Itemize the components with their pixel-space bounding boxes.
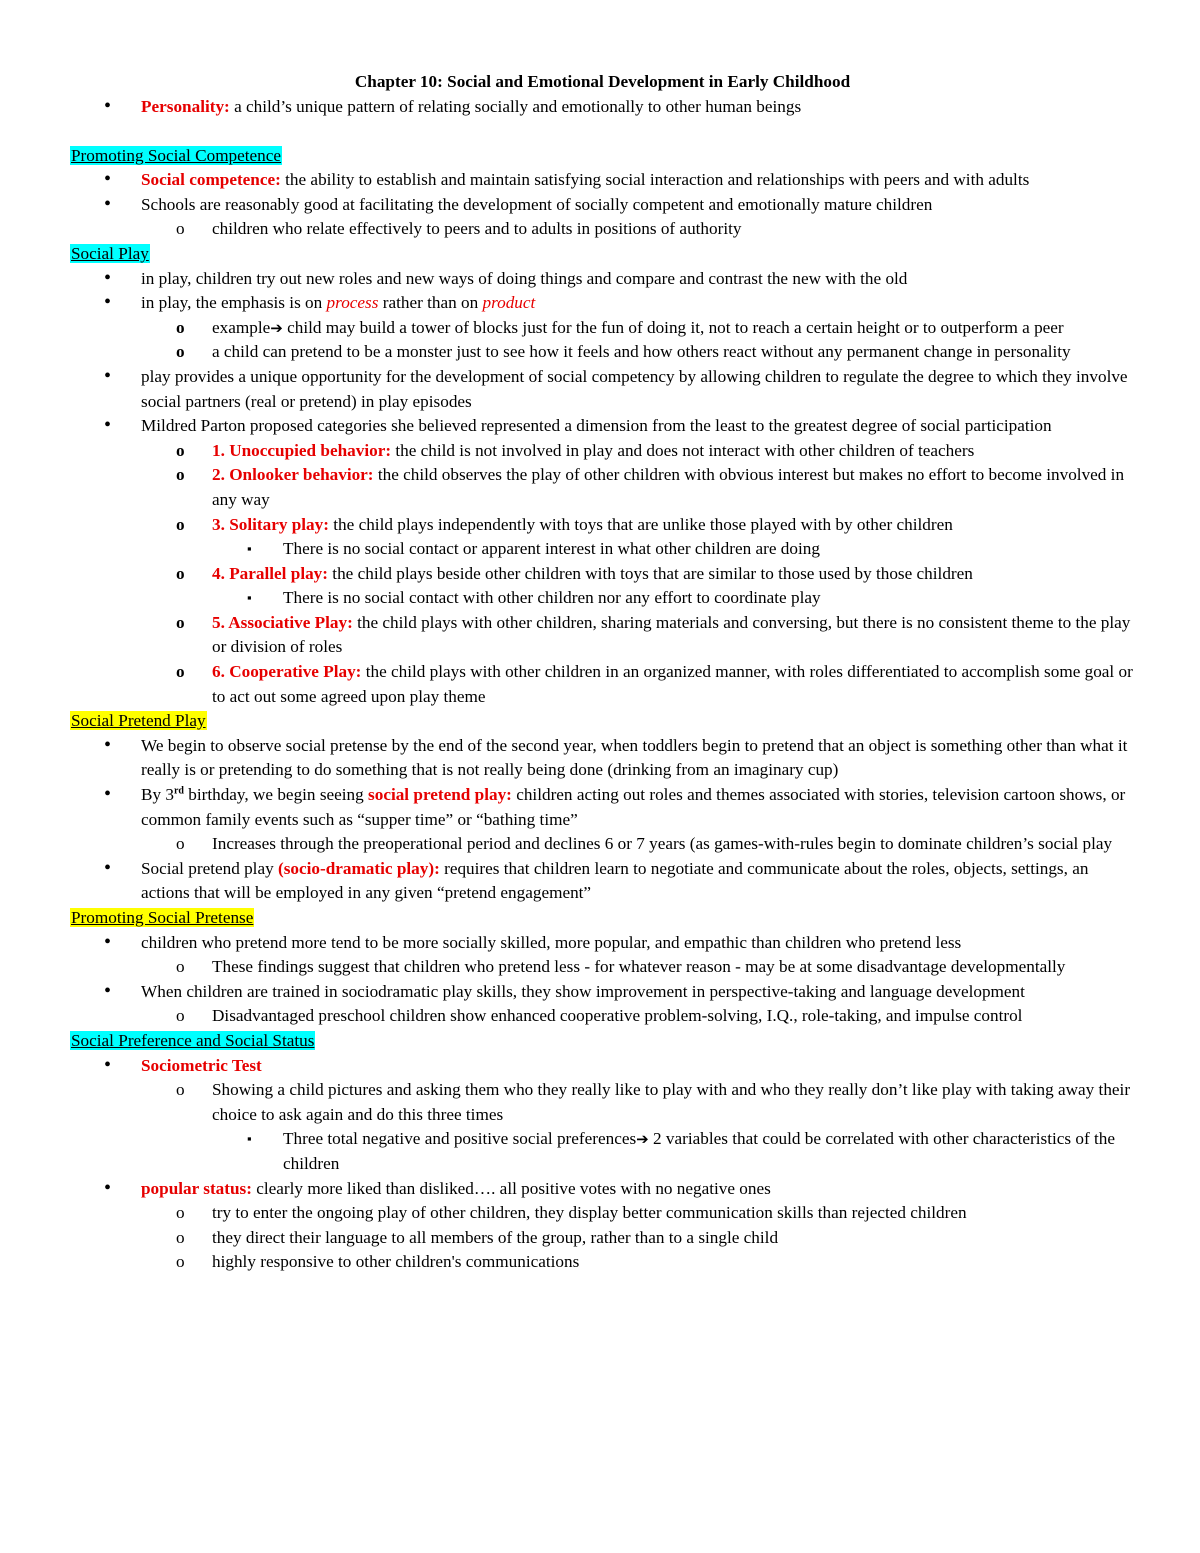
sub-bullet-text: children who relate effectively to peers and to adults in positions of authority [212, 219, 742, 239]
list-item [70, 95, 1135, 120]
term-parallel-play: 4. Parallel play: [212, 563, 328, 583]
term-socio-dramatic-play: (socio-dramatic play): [277, 858, 440, 878]
bullet-icon: • [104, 414, 112, 437]
bullet-text: rather than on [378, 293, 483, 313]
list-item [70, 980, 1135, 1005]
sub-bullet-text: a child can pretend to be a monster just to see how it feels and how others react without any permanent change in personality [212, 342, 1071, 362]
sub-sub-bullet-text: 2 variables that could be correlated with other characteristics of the children [283, 1129, 1115, 1173]
bullet-icon: • [104, 930, 112, 953]
square-bullet-icon: ▪ [247, 541, 252, 557]
sub-list-item [70, 463, 1135, 512]
blank-line [70, 120, 1135, 144]
list-item [70, 857, 1135, 906]
sub-bullet-text: These findings suggest that children who pretend less - for whatever reason - may be at some disadvantage developmentally [212, 957, 1066, 977]
sub-list-item [70, 1250, 1135, 1275]
bullet-icon: • [104, 168, 112, 191]
sub-list-item [70, 340, 1135, 365]
definition-text: clearly more liked than disliked…. all positive votes with no negative ones [251, 1178, 771, 1198]
bullet-icon: • [104, 733, 112, 756]
list-item [70, 414, 1135, 439]
bullet-text: Mildred Parton proposed categories she believed represented a dimension from the least to the greatest degree of social participation [141, 416, 1052, 436]
circle-bullet-icon: o [176, 440, 185, 460]
definition-text: the child plays with other children, sharing materials and conversing, but there is no consistent theme to the play or division of roles [212, 612, 1131, 657]
term-sociometric-test: Sociometric Test [141, 1055, 262, 1075]
bullet-icon: • [104, 95, 112, 117]
ordinal-superscript: rd [173, 785, 184, 797]
circle-bullet-icon: o [176, 219, 185, 239]
square-bullet-icon: ▪ [247, 590, 252, 606]
term-social-competence: Social competence: [141, 170, 281, 190]
section-heading-promoting-social-pretense: Promoting Social Pretense [71, 908, 254, 927]
bullet-text: When children are trained in sociodramatic play skills, they show improvement in perspective-taking and language development [141, 981, 1025, 1001]
bullet-icon: • [104, 266, 112, 289]
bullet-text: We begin to observe social pretense by the end of the second year, when toddlers begin to pretend that an object is something other than what it really is or pretending to do something that is not really being done (drinking from an imaginary cup) [141, 735, 1128, 780]
sub-list-item [70, 1201, 1135, 1226]
sub-list-item [70, 955, 1135, 980]
definition-text: the child plays independently with toys that are unlike those played with by other children [328, 514, 953, 534]
term-cooperative-play: 6. Cooperative Play: [212, 662, 362, 682]
section-heading-social-pretend-play: Social Pretend Play [71, 711, 206, 731]
bullet-text: in play, children try out new roles and new ways of doing things and compare and contrast the new with the old [141, 268, 908, 288]
circle-bullet-icon: o [176, 317, 185, 337]
list-item [70, 193, 1135, 218]
definition-text: the child plays with other children in an organized manner, with roles differentiated to accomplish some goal or to act out some agreed upon play theme [212, 662, 1133, 706]
circle-bullet-icon: o [176, 514, 185, 534]
sub-list-item [70, 660, 1135, 709]
sub-bullet-text: Showing a child pictures and asking them who they really like to play with and who they really don’t like play with taking away their choice to ask again and do this three times [212, 1080, 1131, 1124]
circle-bullet-icon: o [176, 1203, 185, 1223]
sub-bullet-text: try to enter the ongoing play of other children, they display better communication skills than rejected children [212, 1203, 967, 1223]
circle-bullet-icon: o [176, 834, 185, 854]
sub-bullet-text: they direct their language to all members of the group, rather than to a single child [212, 1227, 779, 1247]
circle-bullet-icon: o [176, 662, 185, 682]
circle-bullet-icon: o [176, 1080, 185, 1100]
sub-list-item [70, 513, 1135, 538]
page-title: Chapter 10: Social and Emotional Development in Early Childhood [354, 72, 851, 91]
emphasis-product: product [482, 293, 536, 313]
sub-bullet-text: example [212, 317, 271, 337]
sub-sub-list-item [70, 537, 1135, 562]
circle-bullet-icon: o [176, 342, 185, 362]
section-heading-social-preference: Social Preference and Social Status [71, 1030, 315, 1050]
sub-bullet-text: child may build a tower of blocks just for the fun of doing it, not to reach a certain height or to outperform a peer [282, 317, 1064, 337]
circle-bullet-icon: o [176, 957, 185, 977]
bullet-text: requires that children learn to negotiate and communicate about the roles, objects, settings, an actions that will be employed in any given “pretend engagement” [141, 858, 1089, 903]
circle-bullet-icon: o [176, 1227, 185, 1247]
bullet-text: Social pretend play [141, 858, 278, 878]
list-item [70, 267, 1135, 292]
bullet-icon: • [104, 979, 112, 1002]
bullet-icon: • [104, 783, 112, 806]
sub-list-item [70, 562, 1135, 587]
sub-list-item [70, 316, 1135, 341]
list-item [70, 291, 1135, 316]
bullet-text: Schools are reasonably good at facilitating the development of socially competent and emotionally mature children [141, 194, 933, 214]
sub-bullet-text: Increases through the preoperational period and declines 6 or 7 years (as games-with-rules begin to dominate children’s social play [212, 834, 1113, 854]
sub-sub-bullet-text: There is no social contact with other children nor any effort to coordinate play [283, 588, 821, 608]
sub-list-item [70, 1226, 1135, 1251]
sub-list-item [70, 439, 1135, 464]
bullet-text: By 3 [141, 785, 174, 805]
circle-bullet-icon: o [176, 1006, 185, 1026]
list-item [70, 734, 1135, 783]
bullet-text: children acting out roles and themes associated with stories, television cartoon shows, or common family events such as “supper time” or “bathing time” [141, 785, 1126, 829]
section-heading-social-play: Social Play [71, 243, 149, 263]
definition-text: the child plays beside other children with toys that are similar to those used by those children [328, 563, 973, 583]
sub-list-item [70, 217, 1135, 242]
term-popular-status: popular status: [141, 1178, 252, 1198]
bullet-icon: • [104, 1176, 112, 1199]
sub-list-item [70, 1004, 1135, 1029]
sub-sub-bullet-text: There is no social contact or apparent interest in what other children are doing [283, 539, 820, 559]
bullet-text: in play, the emphasis is on [141, 293, 327, 313]
bullet-icon: • [104, 364, 112, 387]
term-social-pretend-play: social pretend play: [368, 785, 512, 805]
bullet-icon: • [104, 291, 112, 314]
square-bullet-icon: ▪ [247, 1131, 252, 1147]
sub-bullet-text: highly responsive to other children's communications [212, 1252, 580, 1272]
definition-text: a child’s unique pattern of relating socially and emotionally to other human beings [229, 97, 802, 116]
list-item [70, 1177, 1135, 1202]
term-onlooker-behavior: 2. Onlooker behavior: [212, 465, 374, 485]
bullet-icon: • [104, 192, 112, 215]
list-item [70, 365, 1135, 414]
bullet-text: play provides a unique opportunity for the development of social competency by allowing children to regulate the degree to which they involve social partners (real or pretend) in play episodes [141, 366, 1128, 411]
circle-bullet-icon: o [176, 1252, 185, 1272]
sub-sub-bullet-text: Three total negative and positive social preferences [283, 1129, 637, 1149]
emphasis-process: process [326, 293, 379, 313]
section-heading-social-competence: Promoting Social Competence [71, 145, 282, 165]
bullet-icon: • [104, 856, 112, 879]
list-item [70, 783, 1135, 832]
circle-bullet-icon: o [176, 465, 185, 485]
sub-sub-list-item [70, 1127, 1135, 1176]
right-arrow-icon: ➔ [636, 1130, 649, 1149]
definition-text: the ability to establish and maintain satisfying social interaction and relationships with peers and with adults [280, 170, 1030, 190]
circle-bullet-icon: o [176, 563, 185, 583]
circle-bullet-icon: o [176, 612, 185, 632]
bullet-text: children who pretend more tend to be more socially skilled, more popular, and empathic than children who pretend less [141, 932, 962, 952]
term-unoccupied-behavior: 1. Unoccupied behavior: [212, 440, 392, 460]
right-arrow-icon: ➔ [270, 318, 283, 337]
term-associative-play: 5. Associative Play: [212, 612, 353, 632]
sub-bullet-text: Disadvantaged preschool children show enhanced cooperative problem-solving, I.Q., role-taking, and impulse control [212, 1006, 1023, 1026]
bullet-icon: • [104, 1053, 112, 1076]
sub-list-item [70, 611, 1135, 660]
document-body [70, 70, 1135, 1275]
sub-sub-list-item [70, 586, 1135, 611]
list-item [70, 1054, 1135, 1079]
list-item [70, 931, 1135, 956]
term-solitary-play: 3. Solitary play: [212, 514, 329, 534]
definition-text: the child is not involved in play and does not interact with other children of teachers [391, 440, 975, 460]
sub-list-item [70, 1078, 1135, 1127]
sub-list-item [70, 832, 1135, 857]
definition-text: the child observes the play of other children with obvious interest but makes no effort to become involved in any way [212, 465, 1125, 509]
term-personality: Personality: [141, 97, 230, 116]
list-item [70, 168, 1135, 193]
bullet-text: birthday, we begin seeing [183, 785, 369, 805]
